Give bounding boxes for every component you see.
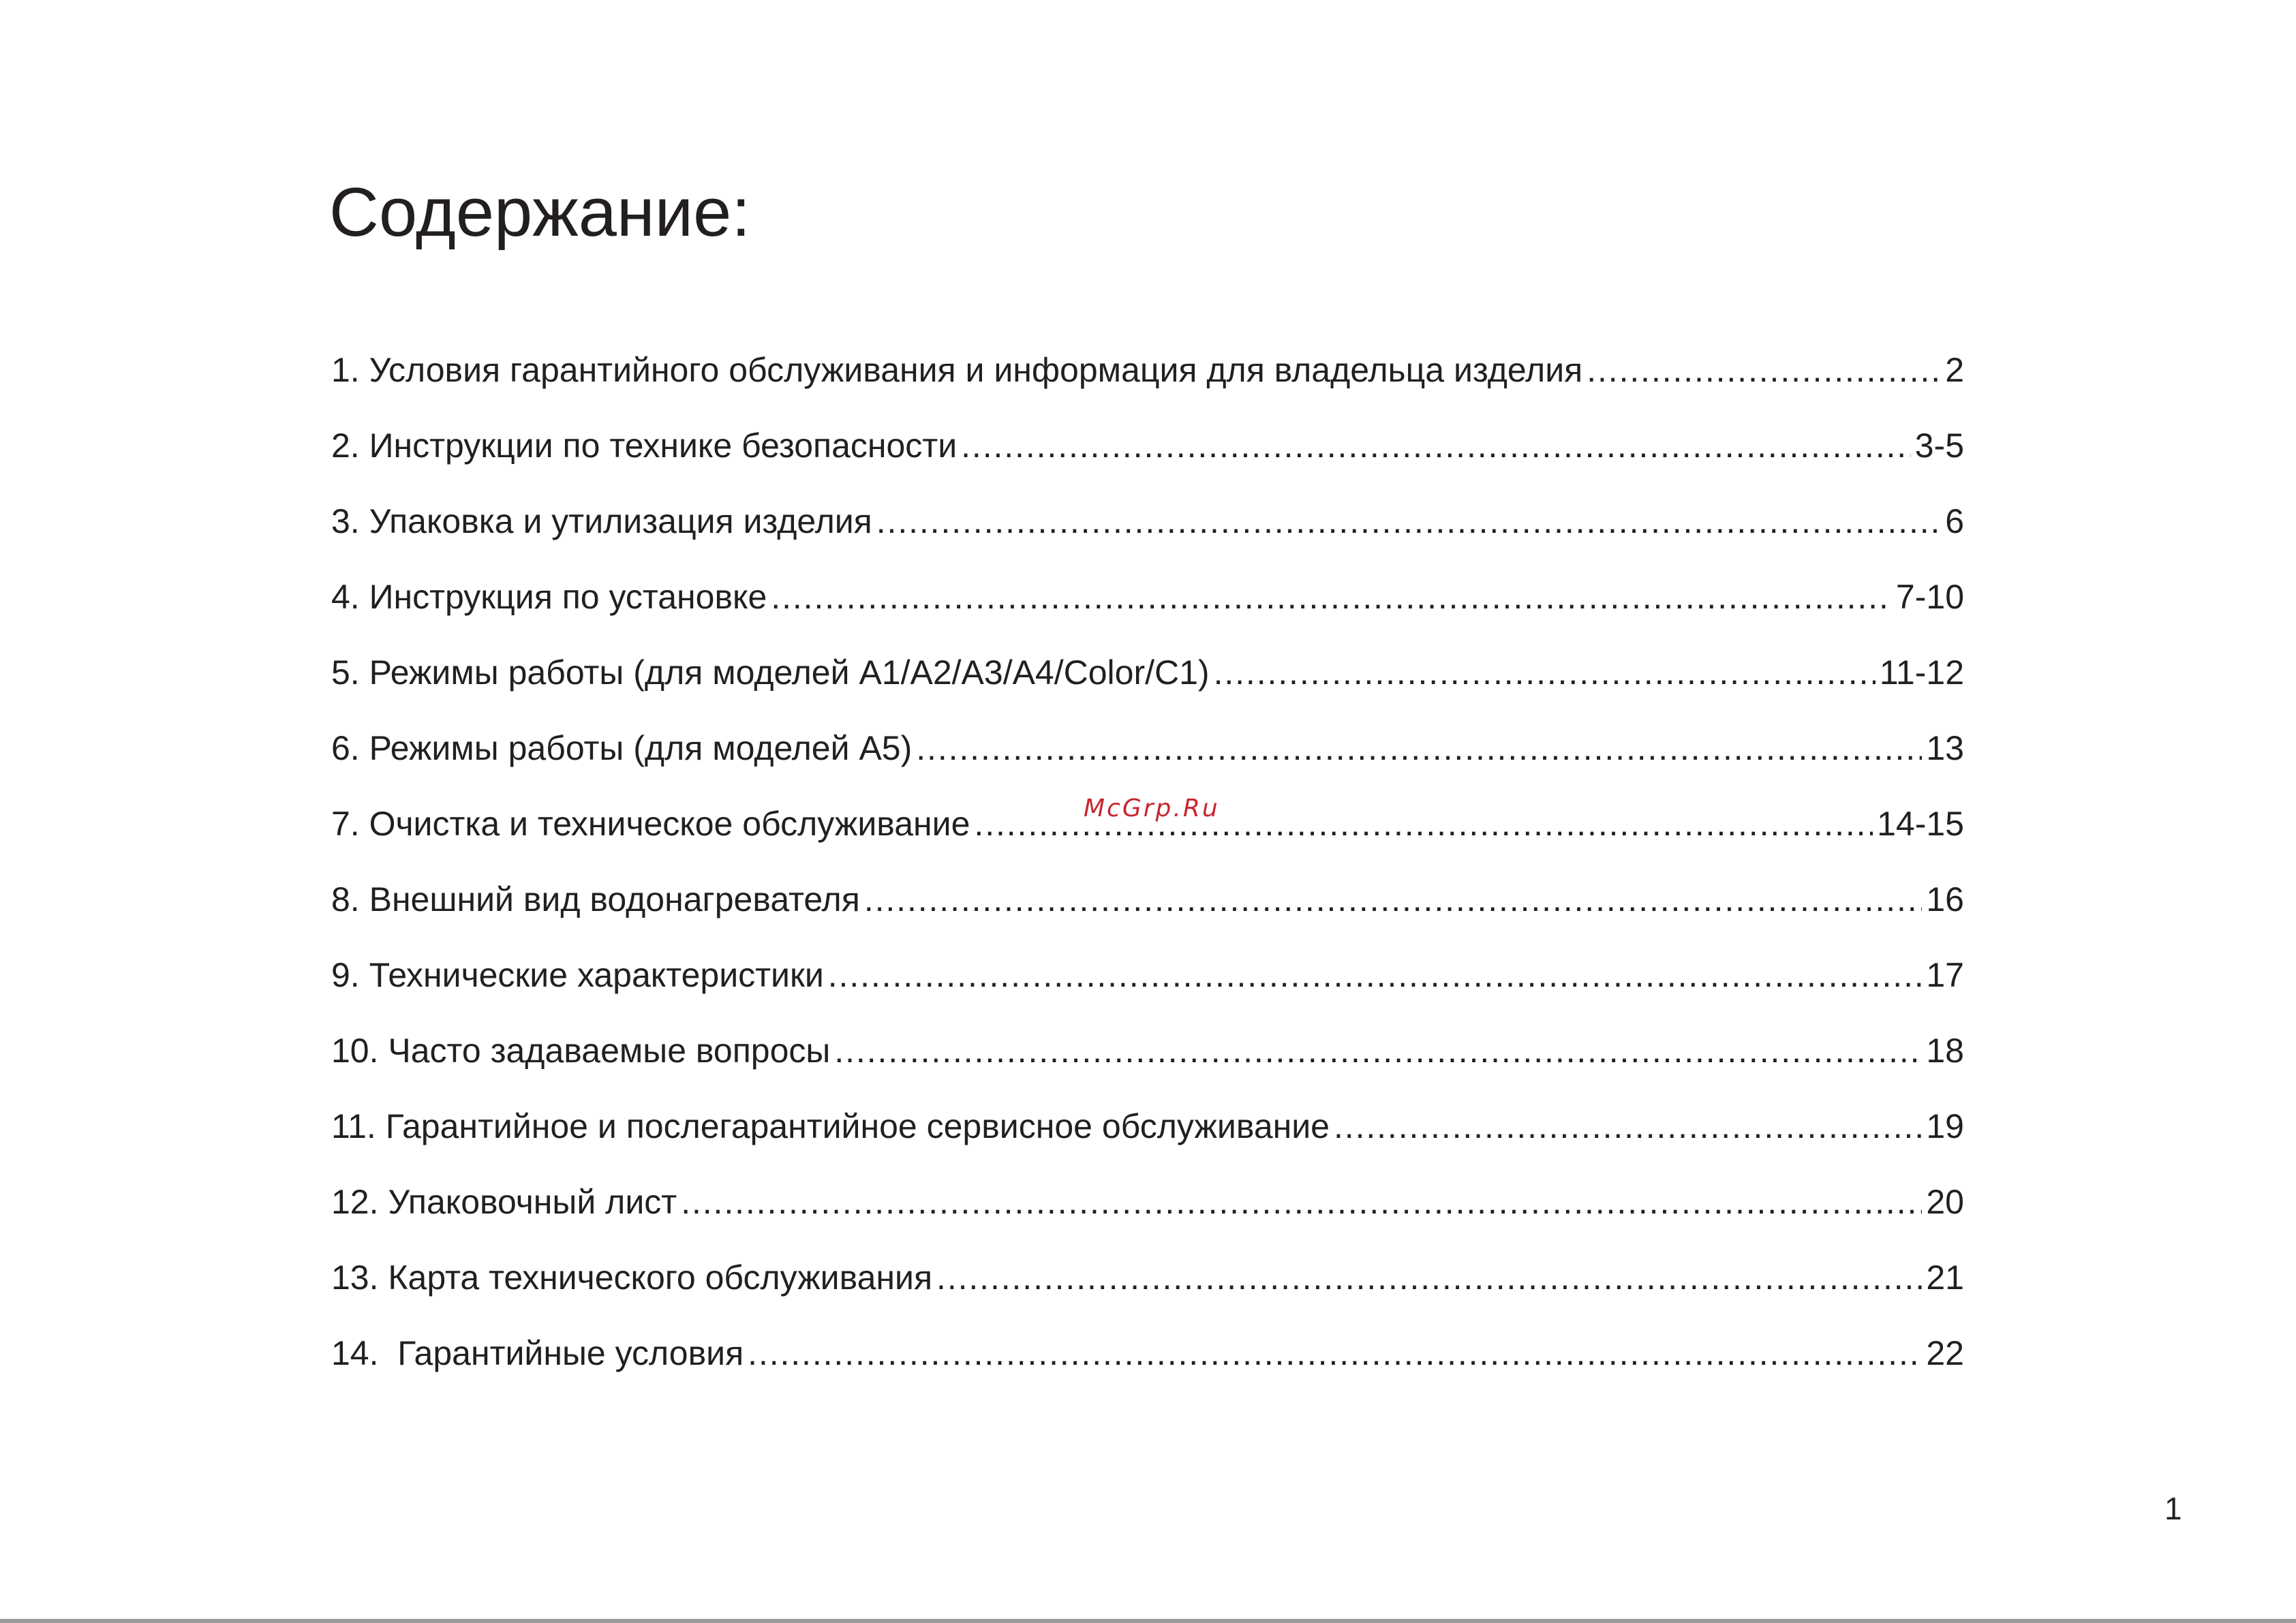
page-number: 1 [2164, 1491, 2182, 1526]
toc-entry-page: 11-12 [1879, 653, 1964, 692]
toc-entry-page: 7-10 [1895, 578, 1964, 616]
toc-dot-leader [936, 1248, 1922, 1307]
toc-entry-4 [331, 568, 1964, 643]
bottom-divider [0, 1619, 2296, 1623]
toc-entry-1 [331, 341, 1964, 416]
toc-dot-leader [916, 719, 1922, 777]
page-title: Содержание: [329, 174, 751, 251]
toc-entry-page: 6 [1945, 502, 1964, 540]
toc-entry-page: 22 [1926, 1334, 1964, 1372]
toc-dot-leader [876, 492, 1941, 551]
toc-entry-page: 18 [1926, 1032, 1964, 1070]
toc-entry-page: 3-5 [1914, 427, 1964, 465]
toc-entry-9 [331, 946, 1964, 1021]
toc-dot-leader [864, 870, 1923, 929]
toc-dot-leader [748, 1324, 1922, 1382]
toc-dot-leader [834, 1021, 1922, 1080]
toc-entry-14 [331, 1324, 1964, 1400]
table-of-contents [331, 341, 1964, 1400]
toc-dot-leader [1334, 1097, 1922, 1156]
toc-dot-leader [771, 568, 1892, 626]
toc-entry-11 [331, 1097, 1964, 1173]
toc-entry-page: 2 [1945, 351, 1964, 389]
toc-entry-label: 4. Инструкция по установке [331, 578, 767, 616]
toc-dot-leader [828, 946, 1923, 1004]
toc-entry-page: 17 [1926, 956, 1964, 994]
toc-entry-3 [331, 492, 1964, 568]
toc-entry-page: 21 [1926, 1258, 1964, 1297]
toc-entry-page: 19 [1926, 1107, 1964, 1145]
toc-dot-leader [1214, 643, 1876, 702]
toc-dot-leader [1587, 341, 1941, 399]
toc-entry-label: 8. Внешний вид водонагревателя [331, 880, 860, 918]
toc-entry-12 [331, 1173, 1964, 1248]
toc-entry-label: 2. Инструкции по технике безопасности [331, 427, 958, 465]
toc-entry-page: 16 [1926, 880, 1964, 918]
toc-entry-13 [331, 1248, 1964, 1324]
watermark: McGrp.Ru [1084, 794, 1220, 822]
toc-entry-page: 13 [1926, 729, 1964, 767]
toc-entry-label: 6. Режимы работы (для моделей А5) [331, 729, 913, 767]
toc-entry-label: 9. Технические характеристики [331, 956, 824, 994]
toc-entry-6 [331, 719, 1964, 794]
toc-entry-label: 11. Гарантийное и послегарантийное сервисное обслуживание [331, 1107, 1330, 1145]
toc-entry-2 [331, 416, 1964, 492]
toc-entry-10 [331, 1021, 1964, 1097]
toc-entry-5 [331, 643, 1964, 719]
toc-entry-label: 12. Упаковочный лист [331, 1183, 677, 1221]
toc-entry-page: 20 [1926, 1183, 1964, 1221]
toc-dot-leader [961, 416, 1911, 475]
toc-entry-label: 7. Очистка и техническое обслуживание [331, 805, 970, 843]
toc-entry-8 [331, 870, 1964, 946]
toc-entry-label: 10. Часто задаваемые вопросы [331, 1032, 831, 1070]
toc-entry-label: 3. Упаковка и утилизация изделия [331, 502, 872, 540]
toc-entry-label: 5. Режимы работы (для моделей А1/А2/А3/А4/Color/С1) [331, 653, 1210, 692]
toc-entry-page: 14-15 [1877, 805, 1964, 843]
toc-entry-label: 14. Гарантийные условия [331, 1334, 744, 1372]
toc-dot-leader [681, 1173, 1922, 1231]
toc-entry-label: 1. Условия гарантийного обслуживания и информация для владельца изделия [331, 351, 1583, 389]
toc-entry-label: 13. Карта технического обслуживания [331, 1258, 933, 1297]
